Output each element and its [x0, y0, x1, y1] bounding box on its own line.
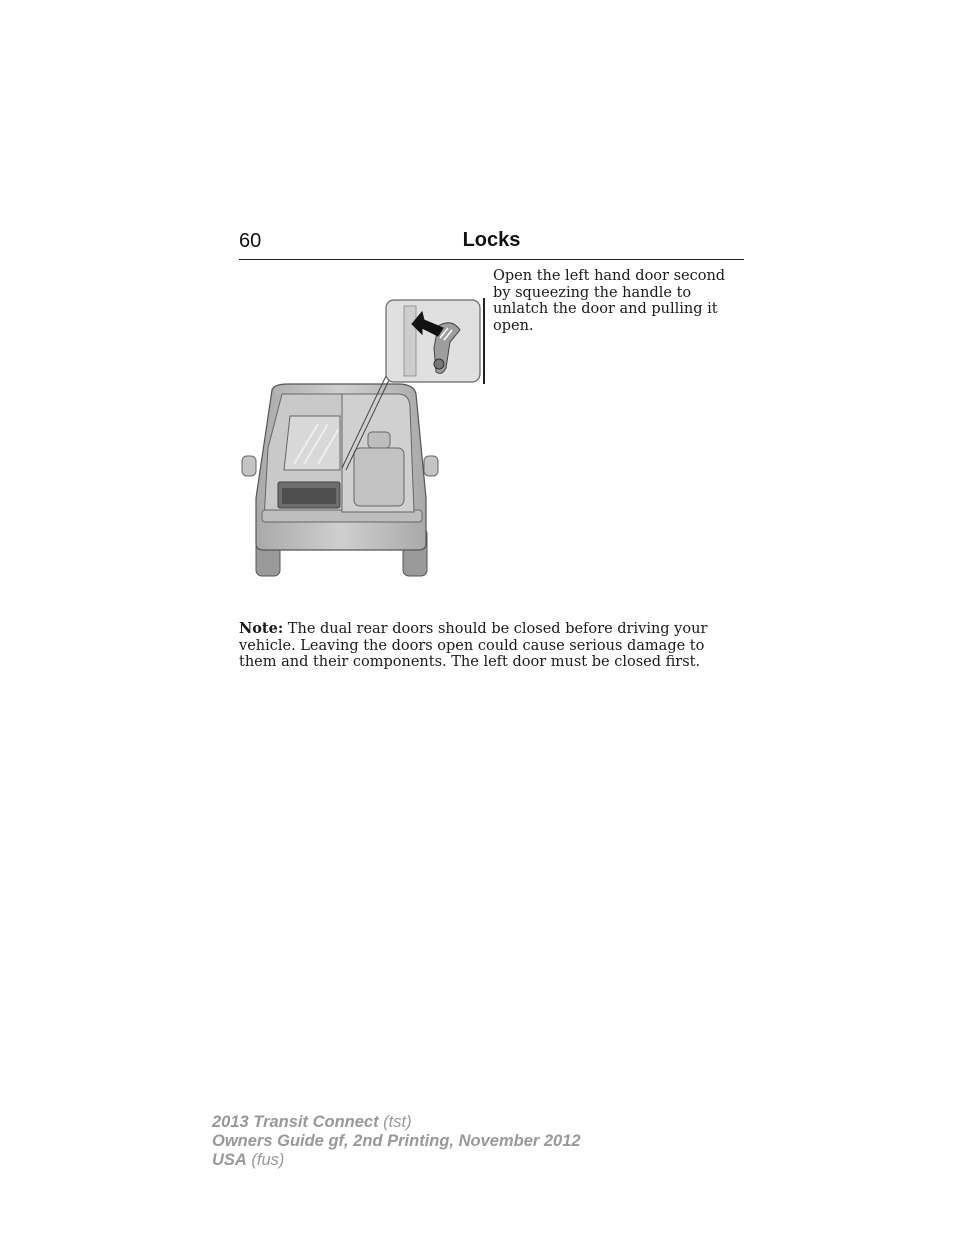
instruction-text: Open the left hand door second by squeezing the handle to unlatch the door and pulling it open.: [493, 268, 726, 334]
rear-window: [284, 416, 340, 470]
footer-line-3: [212, 1151, 732, 1170]
page-number: 60: [239, 230, 262, 252]
section-title: Locks: [462, 229, 521, 251]
right-mirror: [424, 456, 438, 476]
note-label: Note:: [239, 620, 284, 637]
handle-callout: [386, 300, 480, 382]
margin-change-bar: [483, 298, 485, 384]
seat-headrest: [368, 432, 390, 448]
footer-model: 2013 Transit Connect: [212, 1113, 379, 1131]
footer-market-code: (fus): [246, 1151, 285, 1169]
seat-back: [354, 448, 404, 506]
footer-line-1: [212, 1113, 732, 1132]
footer-model-code: (tst): [378, 1113, 412, 1131]
page-footer: [212, 1113, 732, 1170]
note-paragraph: [239, 621, 744, 671]
footer-market: USA: [212, 1151, 247, 1169]
note-text: The dual rear doors should be closed before driving your vehicle. Leaving the doors open could cause serious damage to them and their components. The left door must be closed first.: [239, 621, 708, 671]
rear-door-illustration: [238, 298, 484, 580]
left-mirror: [242, 456, 256, 476]
footer-line-2: Owners Guide gf, 2nd Printing, November 2012: [212, 1132, 581, 1150]
page-header: [239, 228, 744, 260]
